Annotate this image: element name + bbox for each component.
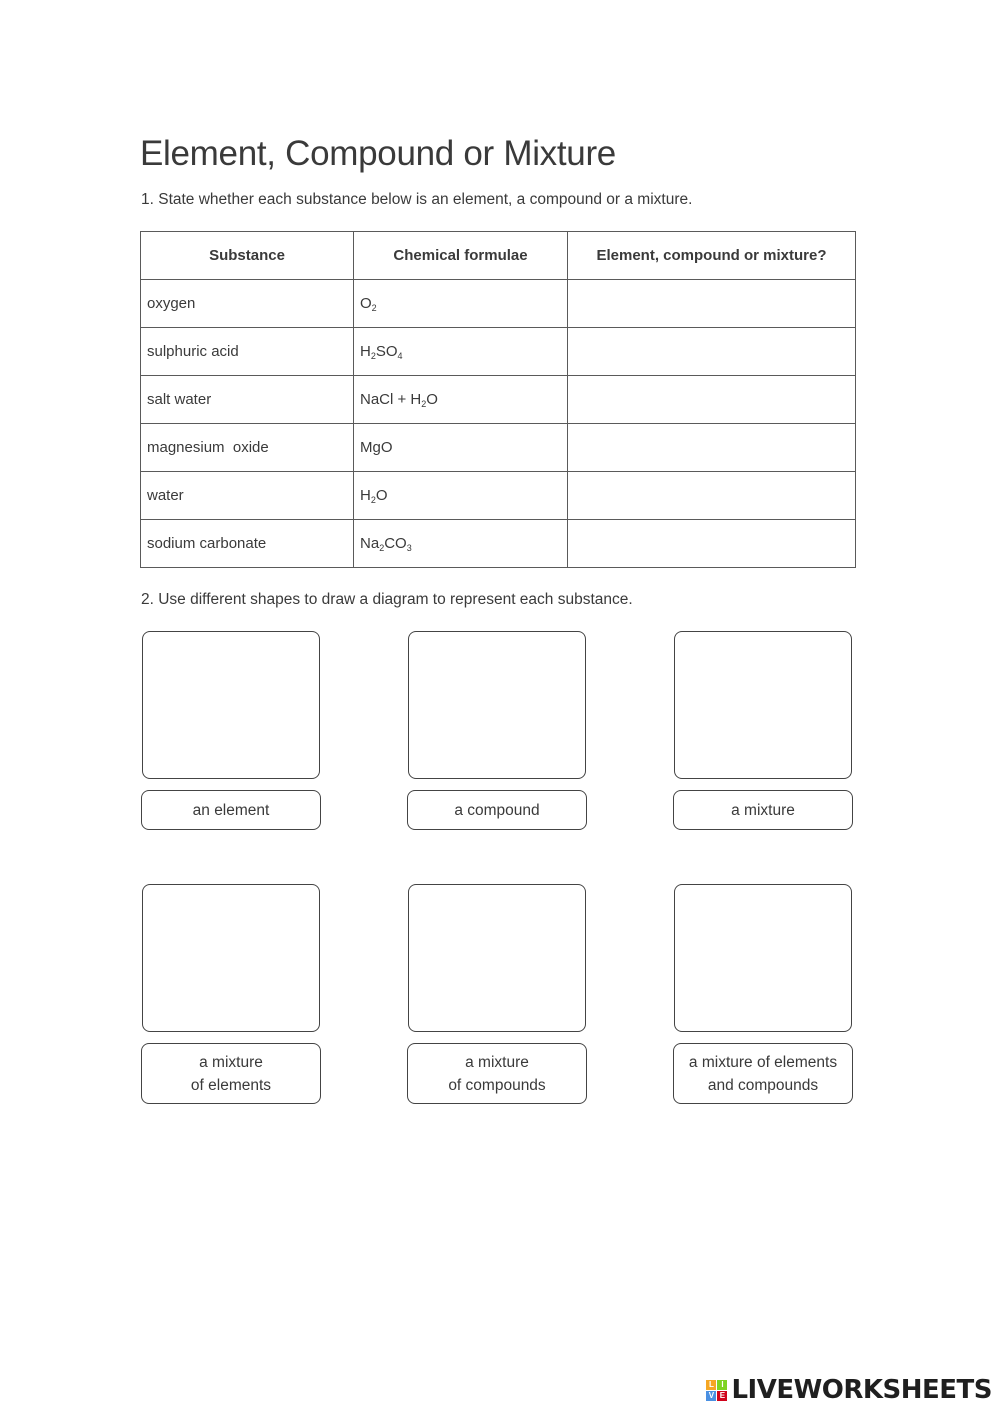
chemical-formula: $H_2O$	[354, 472, 568, 520]
classification-answer-cell[interactable]	[568, 520, 856, 568]
brand-name: LIVEWORKSHEETS	[731, 1375, 992, 1405]
column-header-classification: Element, compound or mixture?	[568, 232, 856, 280]
drawing-area-compound[interactable]	[408, 631, 586, 779]
chemical-formula: MgO	[354, 424, 568, 472]
substance-table	[140, 231, 856, 568]
substance-name: magnesium oxide	[141, 424, 354, 472]
classification-answer-cell[interactable]	[568, 376, 856, 424]
label-text-line-1: a mixture of elements	[688, 1053, 838, 1071]
label-a-mixture	[673, 790, 853, 830]
column-header-formula: Chemical formulae	[354, 232, 568, 280]
drawing-area-mixture-of-elements-and-compounds[interactable]	[674, 884, 852, 1032]
logo-letter: L	[706, 1380, 716, 1390]
table-row	[141, 424, 856, 472]
column-header-substance: Substance	[141, 232, 354, 280]
label-an-element	[141, 790, 321, 830]
drawing-area-element[interactable]	[142, 631, 320, 779]
chemical-formula: NaCl + $H_2O$	[354, 376, 568, 424]
question-1-instruction: 1. State whether each substance below is an element, a compound or a mixture.	[141, 191, 693, 208]
label-mixture-of-elements-and-compounds	[673, 1043, 853, 1104]
drawing-area-mixture-of-compounds[interactable]	[408, 884, 586, 1032]
logo-letter: V	[706, 1391, 716, 1401]
liveworksheets-logo-icon	[706, 1380, 727, 1401]
label-text-line-2: and compounds	[707, 1076, 819, 1094]
label-text-line-2: of elements	[190, 1076, 272, 1094]
liveworksheets-brand	[706, 1375, 992, 1405]
label-text-line-2: of compounds	[448, 1076, 546, 1094]
drawing-area-mixture[interactable]	[674, 631, 852, 779]
table-row	[141, 376, 856, 424]
classification-answer-cell[interactable]	[568, 424, 856, 472]
classification-answer-cell[interactable]	[568, 280, 856, 328]
label-text-line-1: a mixture	[199, 1053, 263, 1071]
drawing-area-mixture-of-elements[interactable]	[142, 884, 320, 1032]
table-row	[141, 472, 856, 520]
label-text-line-1: a mixture	[465, 1053, 529, 1071]
label-mixture-of-compounds	[407, 1043, 587, 1104]
classification-answer-cell[interactable]	[568, 328, 856, 376]
label-mixture-of-elements	[141, 1043, 321, 1104]
label-text: a mixture	[731, 801, 795, 819]
chemical-formula: $Na_2CO_3$	[354, 520, 568, 568]
chemical-formula: $O_2$	[354, 280, 568, 328]
logo-letter: I	[717, 1380, 727, 1390]
classification-answer-cell[interactable]	[568, 472, 856, 520]
table-row	[141, 520, 856, 568]
label-text: a compound	[454, 801, 540, 819]
substance-name: sulphuric acid	[141, 328, 354, 376]
table-header-row	[141, 232, 856, 280]
chemical-formula: $H_2SO_4$	[354, 328, 568, 376]
substance-name: water	[141, 472, 354, 520]
table-row	[141, 280, 856, 328]
label-text: an element	[192, 801, 270, 819]
logo-letter: E	[717, 1391, 727, 1401]
label-a-compound	[407, 790, 587, 830]
substance-name: salt water	[141, 376, 354, 424]
table-row	[141, 328, 856, 376]
page-title: Element, Compound or Mixture	[140, 134, 616, 173]
question-2-instruction: 2. Use different shapes to draw a diagram to represent each substance.	[141, 591, 633, 608]
substance-name: oxygen	[141, 280, 354, 328]
substance-name: sodium carbonate	[141, 520, 354, 568]
